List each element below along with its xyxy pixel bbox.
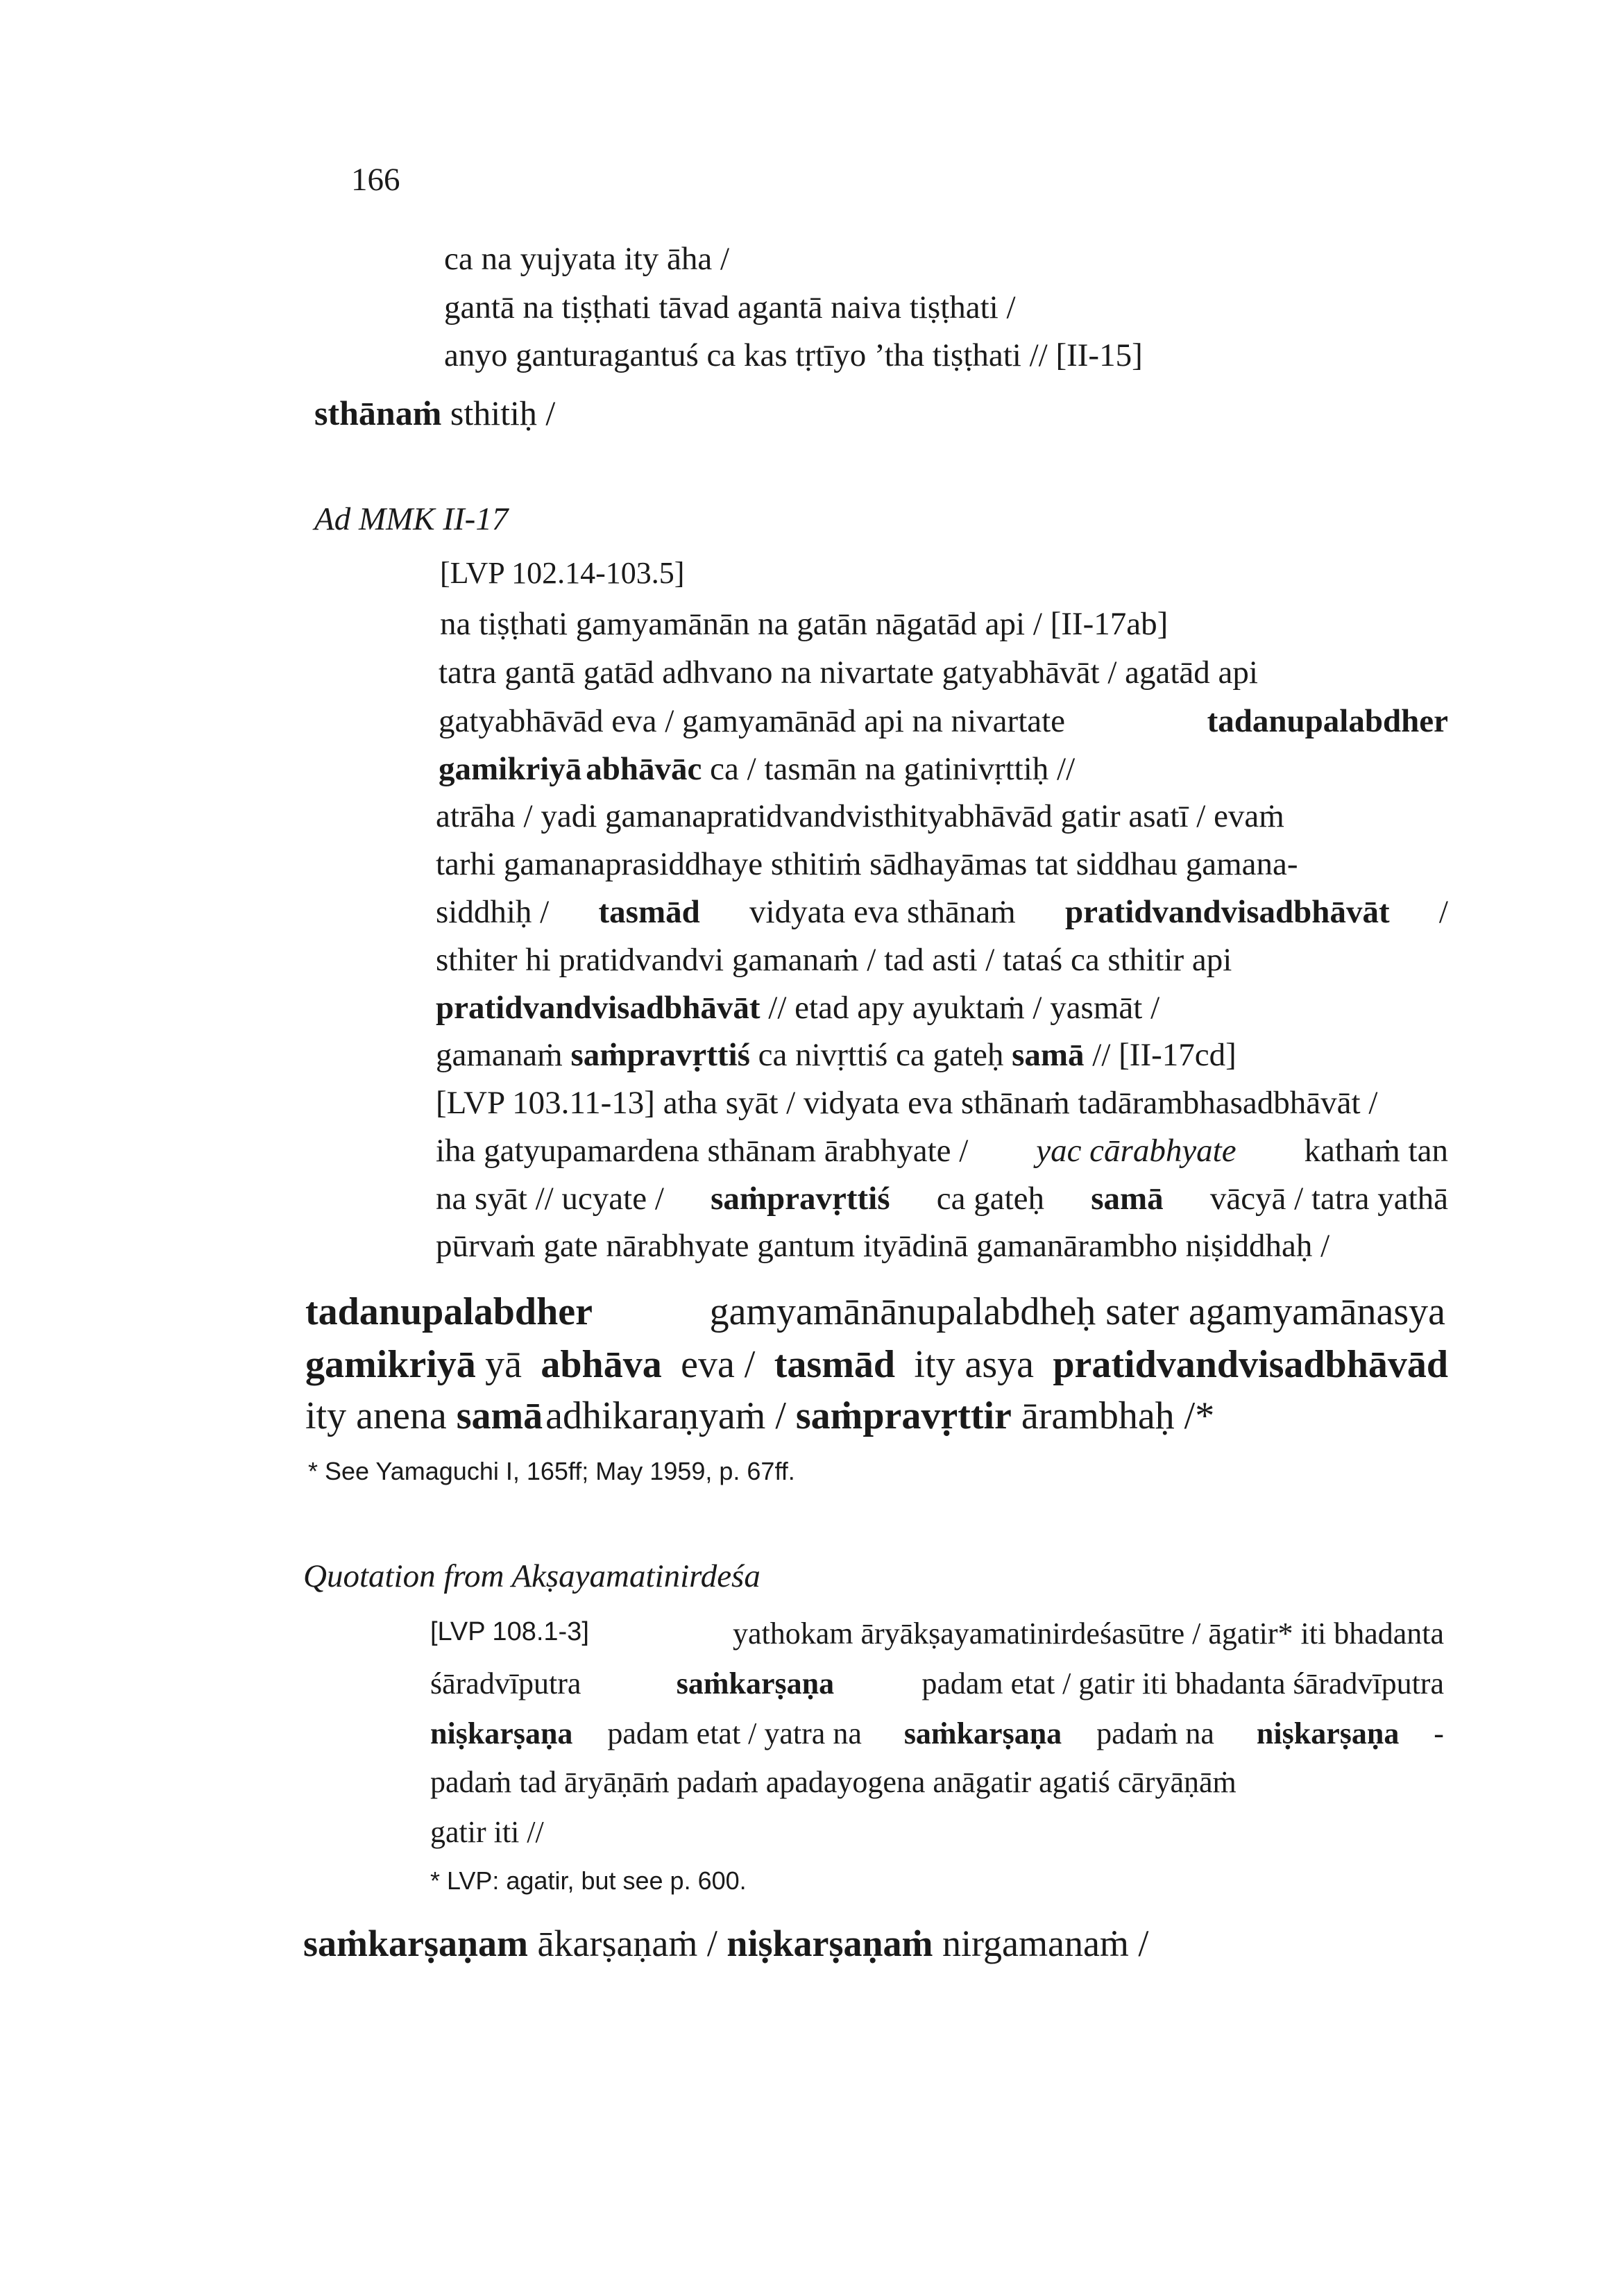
verse-line: gamanaṁ saṁpravṛttiś ca nivṛttiś ca gateḥ samā // [II-17cd] (436, 1037, 1237, 1073)
prose-line: na syāt // ucyate / saṁpravṛttiś ca gateḥ samā vācyā / tatra yathā (436, 1181, 1448, 1217)
prose-line: śāradvīputra saṁkarṣaṇa padam etat / gatir iti bhadanta śāradvīputra (430, 1666, 1444, 1700)
bold-term: sthānaṁ (314, 394, 442, 432)
prose-line: siddhiḥ / tasmād vidyata eva sthānaṁ pratidvandvisadbhāvāt / (436, 894, 1448, 930)
footnote: * See Yamaguchi I, 165ff; May 1959, p. 67ff. (308, 1457, 795, 1485)
prose-line: tatra gantā gatād adhvano na nivartate gatyabhāvāt / agatād api (439, 655, 1258, 691)
prose-line: pratidvandvisadbhāvāt // etad apy ayuktaṁ / yasmāt / (436, 990, 1160, 1026)
commentary-line: gamikriyā yā abhāva eva / tasmād ity asya pratidvandvisadbhāvād (305, 1343, 1448, 1386)
prose-line: niṣkarṣaṇa padam etat / yatra na saṁkarṣaṇa padaṁ na niṣkarṣaṇa - (430, 1716, 1444, 1750)
page-number: 166 (351, 162, 400, 198)
commentary-line: saṁkarṣaṇam ākarṣaṇaṁ / niṣkarṣaṇaṁ nirgamanaṁ / (303, 1923, 1149, 1964)
prose-line: padaṁ tad āryāṇāṁ padaṁ apadayogena anāgatir agatiś cāryāṇāṁ (430, 1765, 1237, 1799)
prose-line: pūrvaṁ gate nārabhyate gantum ityādinā gamanārambho niṣiddhaḥ / (436, 1228, 1330, 1264)
prose-line: sthiter hi pratidvandvi gamanaṁ / tad asti / tataś ca sthitir api (436, 942, 1232, 978)
verse-line: gantā na tiṣṭhati tāvad agantā naiva tiṣṭhati / (444, 289, 1016, 326)
verse-line: anyo ganturagantuś ca kas tṛtīyo ’tha tiṣṭhati // [II-15] (444, 337, 1143, 373)
verse-line: ca na yujyata ity āha / (444, 241, 730, 277)
prose-line: iha gatyupamardena sthānam ārabhyate / yac cārabhyate kathaṁ tan (436, 1133, 1448, 1169)
commentary-line: sthānaṁ sthitiḥ / (314, 394, 556, 432)
prose-line: gatir iti // (430, 1815, 544, 1849)
section-heading: Quotation from Akṣayamatinirdeśa (303, 1558, 760, 1594)
commentary-line: ity anena samāadhikaraṇyaṁ / saṁpravṛttir ārambhaḥ /* (305, 1394, 1215, 1437)
verse-line: na tiṣṭhati gamyamānān na gatān nāgatād api / [II-17ab] (440, 606, 1169, 642)
reference: [LVP 102.14-103.5] (440, 556, 685, 590)
section-heading: Ad MMK II-17 (314, 501, 509, 537)
prose-line: tarhi gamanaprasiddhaye sthitiṁ sādhayāmas tat siddhau gamana- (436, 846, 1298, 882)
prose-line: [LVP 103.11-13] atha syāt / vidyata eva sthānaṁ tadārambhasadbhāvāt / (436, 1085, 1378, 1121)
footnote: * LVP: agatir, but see p. 600. (430, 1866, 747, 1895)
commentary-line: tadanupalabdher gamyamānānupalabdheḥ sater agamyamānasya (305, 1290, 1445, 1333)
prose-line: [LVP 108.1-3] yathokam āryākṣayamatinirdeśasūtre / āgatir* iti bhadanta (430, 1617, 1444, 1651)
prose-line: gamikriyā abhāvāc ca / tasmān na gatinivṛttiḥ // (439, 751, 1076, 787)
prose-line: gatyabhāvād eva / gamyamānād api na nivartate tadanupalabdher (439, 703, 1448, 739)
prose-line: atrāha / yadi gamanapratidvandvisthityabhāvād gatir asatī / evaṁ (436, 798, 1284, 834)
